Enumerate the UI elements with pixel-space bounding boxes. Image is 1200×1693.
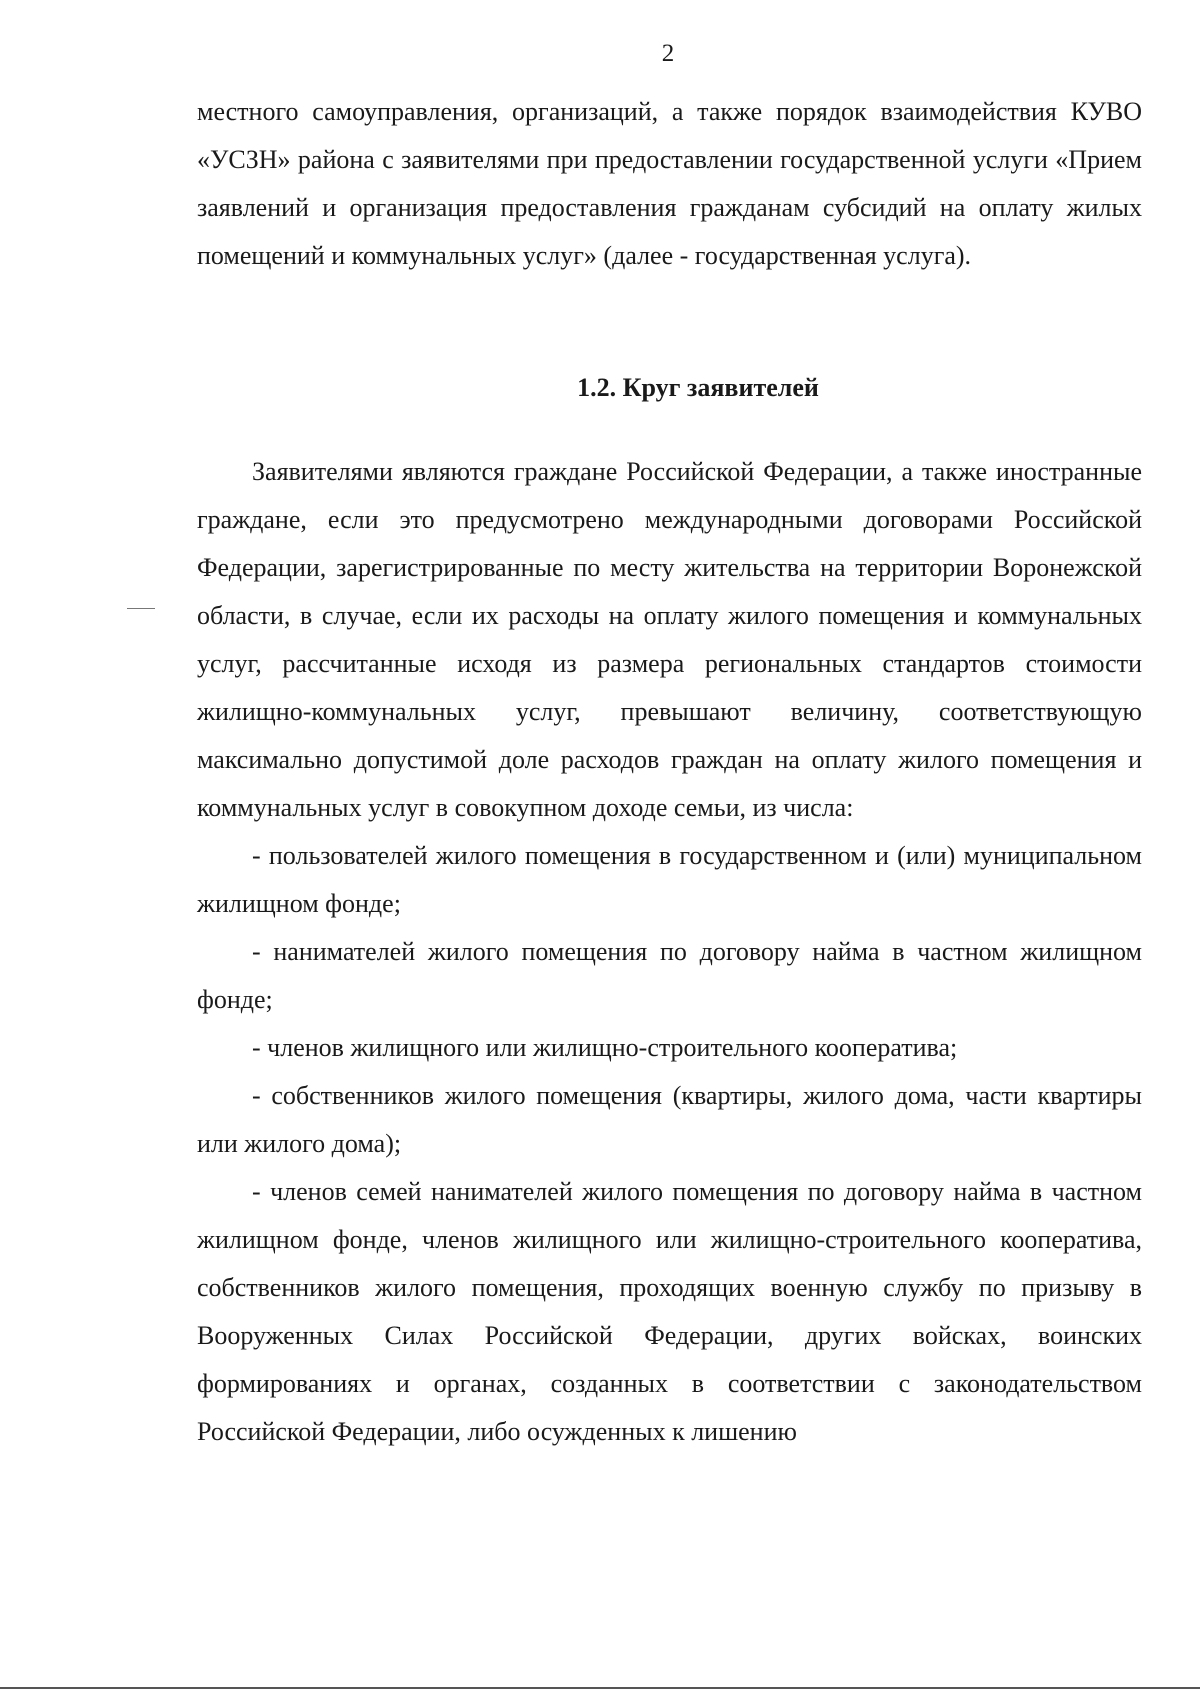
section-body: [197, 448, 1142, 1456]
scan-edge-line: [0, 1687, 1200, 1689]
intro-paragraph: местного самоуправления, организаций, а также порядок взаимодействия КУВО «УСЗН» района с заявителями при предоставлении государственной услуги «Прием заявлений и организация предоставления гражданам субсидий на оплату жилых помещений и коммунальных услуг» (далее - государственная услуга).: [197, 97, 1142, 270]
list-item: - пользователей жилого помещения в государственном и (или) муниципальном жилищном фонде;: [197, 841, 1142, 918]
intro-paragraph-block: [197, 88, 1142, 280]
list-item: - собственников жилого помещения (квартиры, жилого дома, части квартиры или жилого дома);: [197, 1081, 1142, 1158]
list-item: - членов жилищного или жилищно-строительного кооператива;: [252, 1033, 958, 1062]
section-heading: 1.2. Круг заявителей: [577, 373, 819, 402]
list-item: - членов семей нанимателей жилого помещения по договору найма в частном жилищном фонде, членов жилищного или жилищно-строительного кооператива, собственников жилого помещения, проходящих военную службу по призыву в Вооруженных Силах Российской Федерации, других войсках, воинских формированиях и органах, созданных в соответствии с законодательством Российской Федерации, либо осужденных к лишению: [197, 1177, 1142, 1446]
margin-mark: [127, 608, 155, 609]
list-item: - нанимателей жилого помещения по договору найма в частном жилищном фонде;: [197, 937, 1142, 1014]
page-number: 2: [661, 40, 675, 67]
applicants-paragraph: Заявителями являются граждане Российской Федерации, а также иностранные граждане, если это предусмотрено международными договорами Российской Федерации, зарегистрированные по месту жительства на территории Воронежской области, в случае, если их расходы на оплату жилого помещения и коммунальных услуг, рассчитанные исходя из размера региональных стандартов стоимости жилищно-коммунальных услуг, превышают величину, соответствующую максимально допустимой доле расходов граждан на оплату жилого помещения и коммунальных услуг в совокупном доходе семьи, из числа:: [197, 457, 1142, 822]
